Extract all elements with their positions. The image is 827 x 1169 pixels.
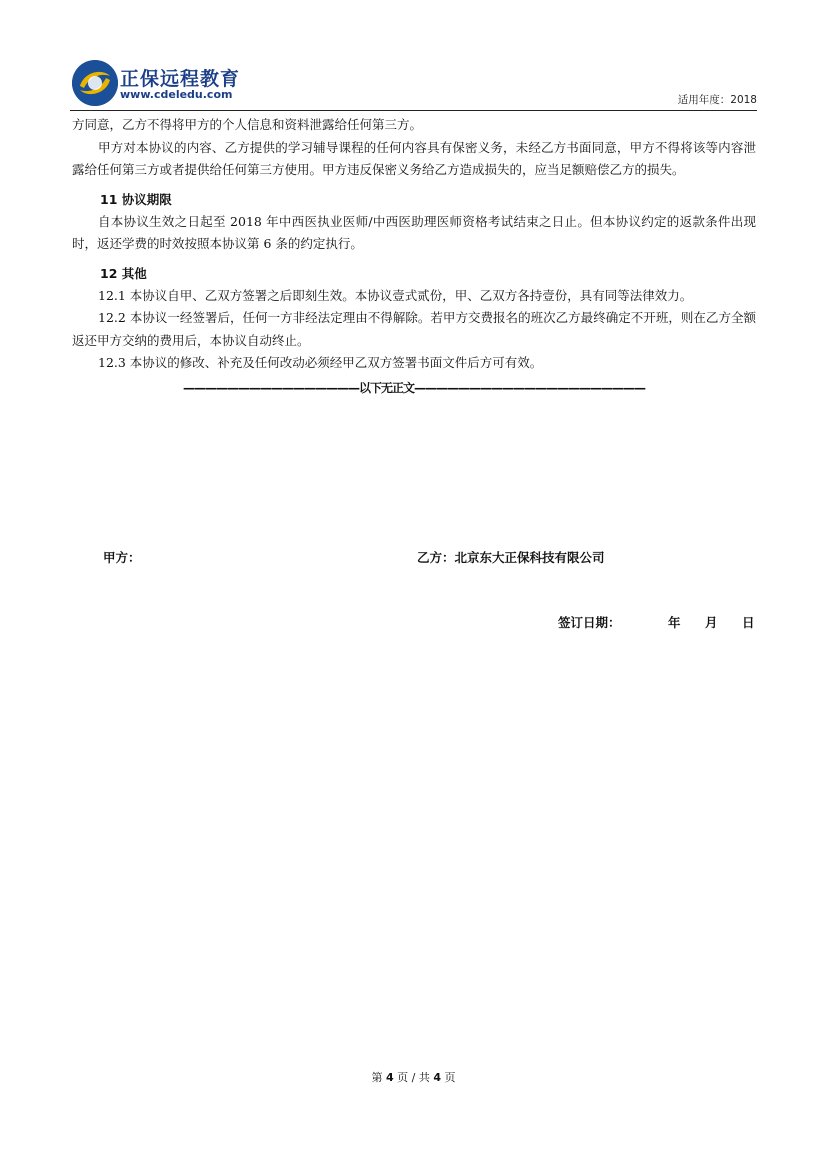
section-11-text: 自本协议生效之日起至 2018 年中西医执业医师/中西医助理医师资格考试结束之日止。但本协议约定的返款条件出现时，返还学费的时效按照本协议第 6 条的约定执行。 (72, 213, 756, 251)
end-of-text-divider: ————————————————以下无正文————————————————————— (182, 380, 645, 395)
sign-date-label: 签订日期： (558, 615, 621, 630)
brand-name: 正保远程教育 (120, 68, 241, 90)
paragraph-continued: 方同意，乙方不得将甲方的个人信息和资料泄露给任何第三方。 (72, 117, 423, 132)
party-a-label: 甲方： (103, 550, 141, 565)
date-year: 年 (668, 615, 681, 630)
document-body (72, 114, 756, 399)
page-header (70, 58, 757, 110)
paragraph-confidentiality: 甲方对本协议的内容、乙方提供的学习辅导课程的任何内容具有保密义务，未经乙方书面同意，甲方不得将该等内容泄露给任何第三方或者提供给任何第三方使用。甲方违反保密义务给乙方造成损失的，应当足额赔偿乙方的损失。 (72, 139, 756, 177)
header-divider (70, 110, 757, 111)
footer-text: 页 (444, 1071, 456, 1084)
brand-url: www.cdeledu.com (120, 88, 233, 101)
logo-icon (72, 60, 118, 106)
clause-12-1: 12.1 本协议自甲、乙双方签署之后即刻生效。本协议壹式贰份，甲、乙双方各持壹份，具有同等法律效力。 (98, 287, 693, 303)
page-number: 4 (385, 1071, 394, 1084)
clause-12-3: 12.3 本协议的修改、补充及任何改动必须经甲乙双方签署书面文件后方可有效。 (98, 355, 543, 370)
footer-text: 页 / 共 (397, 1071, 430, 1084)
clause-12-2: 12.2 本协议一经签署后，任何一方非经法定理由不得解除。若甲方交费报名的班次乙方最终确定不开班，则在乙方全额返还甲方交纳的费用后，本协议自动终止。 (72, 310, 756, 348)
section-11-title: 11 协议期限 (100, 191, 172, 207)
party-b-label: 乙方：北京东大正保科技有限公司 (417, 550, 605, 565)
footer-text: 第 (371, 1071, 383, 1084)
date-month: 月 (705, 615, 718, 630)
page-footer (0, 1069, 827, 1085)
total-pages: 4 (433, 1071, 441, 1084)
applicable-year: 适用年度：2018 (677, 94, 757, 106)
section-12-title: 12 其他 (100, 265, 147, 281)
date-day: 日 (742, 615, 755, 630)
